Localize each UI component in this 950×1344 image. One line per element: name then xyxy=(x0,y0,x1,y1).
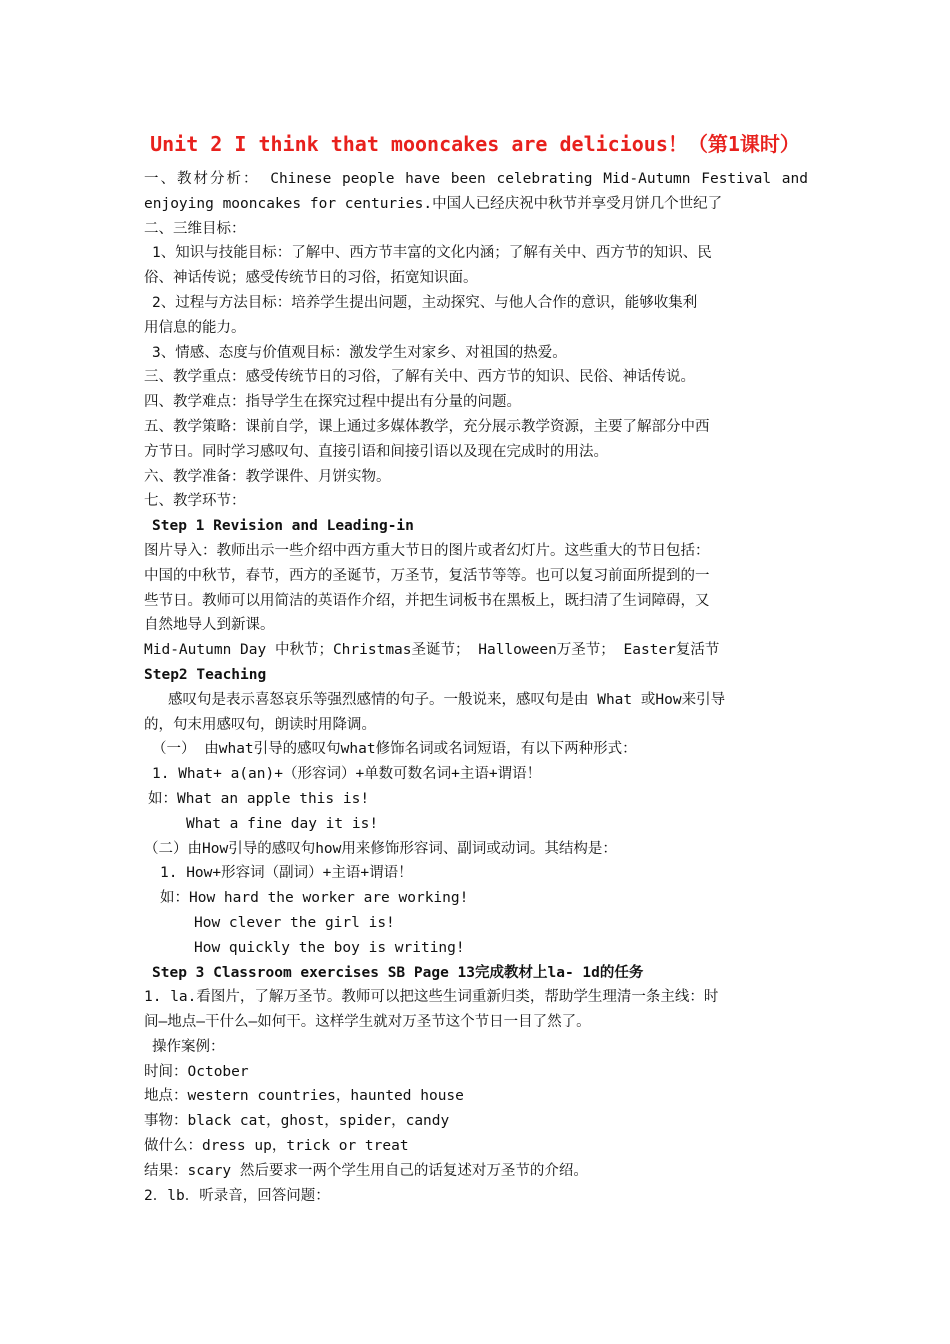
text-line: 如：How hard the worker are working! xyxy=(160,890,469,907)
step-heading: Step2 Teaching xyxy=(144,666,267,683)
text-line: 事物：black cat，ghost，spider，candy xyxy=(144,1113,450,1130)
step-heading: Step 3 Classroom exercises SB Page 13完成教材上la- 1d的任务 xyxy=(152,964,644,981)
text-line: （一） 由what引导的感叹句what修饰名词或名词短语，有以下两种形式： xyxy=(152,741,637,758)
text-line: What a fine day it is! xyxy=(186,815,379,832)
text-line: 结果：scary 然后要求一两个学生用自己的话复述对万圣节的介绍。 xyxy=(144,1162,588,1179)
text-line: 时间：October xyxy=(144,1063,249,1080)
page-title: Unit 2 I think that mooncakes are delicious！（第1课时） xyxy=(150,132,800,156)
text-line: 自然地导人到新课。 xyxy=(144,617,275,634)
text-line: 地点：western countries，haunted house xyxy=(144,1088,464,1105)
text-line: 如：What an apple this is! xyxy=(148,790,370,807)
text-line: 间—地点—干什么—如何干。这样学生就对万圣节这个节日一目了然了。 xyxy=(144,1014,591,1031)
text-line: （二）由How引导的感叹句how用来修饰形容词、副词或动词。其结构是： xyxy=(144,840,617,857)
text-line: 方节日。同时学习感叹句、直接引语和间接引语以及现在完成时的用法。 xyxy=(144,443,608,460)
text-line: 五、教学策略：课前自学，课上通过多媒体教学，充分展示教学资源，主要了解部分中西 xyxy=(144,418,710,435)
text-line: 七、教学环节： xyxy=(144,493,246,510)
text-line: 做什么：dress up，trick or treat xyxy=(144,1138,409,1155)
step-heading: Step 1 Revision and Leading-in xyxy=(152,518,414,535)
text-line: 四、教学难点：指导学生在探究过程中提出有分量的问题。 xyxy=(144,394,521,411)
text-line: enjoying mooncakes for centuries.中国人已经庆祝中秋节并享受月饼几个世纪了 xyxy=(144,195,723,212)
document-body xyxy=(144,167,808,1208)
text-line: 感叹句是表示喜怒哀乐等强烈感情的句子。一般说来，感叹句是由 What 或How来引导 xyxy=(168,691,726,708)
text-line: 操作案例： xyxy=(152,1038,225,1055)
text-line: How clever the girl is! xyxy=(194,914,395,931)
text-line: 中国的中秋节，春节，西方的圣诞节，万圣节，复活节等等。也可以复习前面所提到的一 xyxy=(144,567,710,584)
text-line: 3、情感、态度与价值观目标：激发学生对家乡、对祖国的热爱。 xyxy=(152,344,567,361)
text-line: How quickly the boy is writing! xyxy=(194,939,465,956)
text-line: 2、过程与方法目标：培养学生提出问题，主动探究、与他人合作的意识，能够收集利 xyxy=(152,294,698,311)
text-line: Mid-Autumn Day 中秋节；Christmas圣诞节； Halloween万圣节； Easter复活节 xyxy=(144,642,720,659)
text-line: 六、教学准备：教学课件、月饼实物。 xyxy=(144,468,391,485)
text-line: 1. la.看图片，了解万圣节。教师可以把这些生词重新归类，帮助学生理清一条主线：时 xyxy=(144,989,719,1006)
text-line: 些节日。教师可以用简洁的英语作介绍，并把生词板书在黑板上，既扫清了生词障碍，又 xyxy=(144,592,710,609)
text-line: 一、教材分析： Chinese people have been celebrating Mid-Autumn Festival and xyxy=(144,171,808,187)
text-line: 二、三维目标： xyxy=(144,220,246,237)
text-line: 1. What+ a(an)+（形容词）+单数可数名词+主语+谓语！ xyxy=(152,766,542,783)
text-line: 三、教学重点：感受传统节日的习俗，了解有关中、西方节的知识、民俗、神话传说。 xyxy=(144,369,695,386)
text-line: 用信息的能力。 xyxy=(144,319,246,336)
text-line: 的，句末用感叹句，朗读时用降调。 xyxy=(144,716,376,733)
text-line: 俗、神话传说；感受传统节日的习俗，拓宽知识面。 xyxy=(144,270,478,287)
text-line: 图片导入：教师出示一些介绍中西方重大节日的图片或者幻灯片。这些重大的节日包括： xyxy=(144,542,710,559)
text-line: 2．lb．听录音，回答问题： xyxy=(144,1187,330,1204)
text-line: 1. How+形容词（副词）+主语+谓语！ xyxy=(160,865,413,882)
text-line: 1、知识与技能目标：了解中、西方节丰富的文化内涵；了解有关中、西方节的知识、民 xyxy=(152,245,712,262)
